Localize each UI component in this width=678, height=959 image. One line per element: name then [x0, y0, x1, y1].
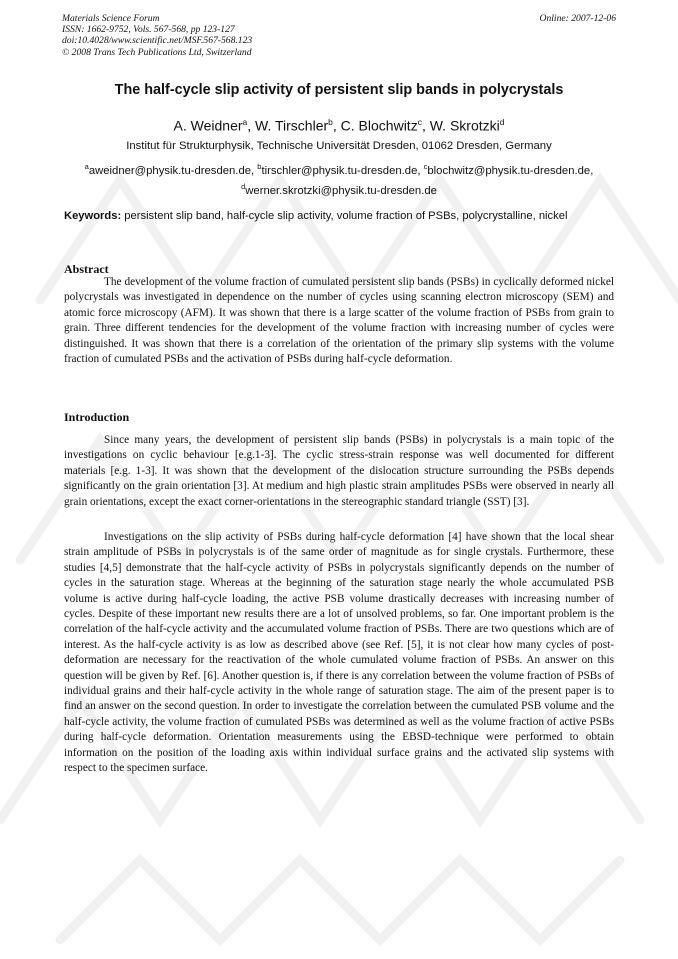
email-mark: a	[84, 162, 89, 171]
author-sep: ,	[421, 117, 430, 134]
abstract-heading: Abstract	[64, 262, 109, 276]
intro-paragraph: Since many years, the development of persistent slip bands (PSBs) in polycrystals is a main topic of the investigations on cyclic behaviour [e.g.1-3]. The cyclic stress-strain response was well documented for different materials [e.g. 1-3]. It was shown that the development of the dislocation structure surrounding the PSBs depends significantly on the grain orientation [3]. At medium and high plastic strain amplitudes PSBs were observed in nearly all grain orientations, except the exact corner-orientations in the stereographic standard triangle (SST) [3].	[64, 434, 614, 508]
author-name: W. Skrotzki	[429, 117, 500, 134]
author-mark: b	[328, 117, 333, 127]
introduction-heading: Introduction	[64, 410, 130, 424]
email-mark: d	[241, 181, 246, 191]
journal-name: Materials Science Forum	[62, 13, 160, 24]
intro-paragraph: Investigations on the slip activity of PSBs during half-cycle deformation [4] have shown that the local shear strain amplitude of PSBs in polycrystals is of the same order of magnitude as for single crystals. Furthermore, these studies [4,5] demonstrate that the half-cycle activity of PSBs in polycrystals significantly depends on the number of cycles in the saturation stage. Whereas at the beginning of the saturation stage nearly the whole accumulated PSB volume is active during half-cycle loading, the active PSB volume drastically decreases with increasing number of cycles. Despite of these important new results there are a lot of unsolved problems, so far. One important problem is the correlation of the half-cycle activity and the accumulated volume fraction of PSBs. There are two questions which are of interest. As the half-cycle activity is as low as described above (see Ref. [5], it is not clear how many cycles of post-deformation are necessary for the reactivation of the whole cumulated volume fraction of PSBs. An answer on this question will be given by Ref. [6]. Another question is, if there is any correlation between the volume fraction of PSBs of individual grains and their half-cycle activity in the whole range of saturation stage. The aim of the present paper is to find an answer on the second question. In order to investigate the correlation between the cumulated PSB volume and the half-cycle activity, the volume fraction of cumulated PSBs was determined as well as the volume fraction of active PSBs during half-cycle deformation. Orientation measurements using the EBSD-technique were performed to obtain information on the position of the loading axis within individual surface grains and the activated slip systems with respect to the specimen surface.	[64, 531, 614, 775]
journal-header	[62, 13, 252, 58]
author-sep: ,	[247, 117, 256, 134]
affiliation: Institut für Strukturphysik, Technische Universität Dresden, 01062 Dresden, Germany	[126, 140, 552, 152]
author-name: W. Tirschler	[255, 117, 329, 134]
email-link[interactable]: werner.skrotzki@physik.tu-dresden.de	[245, 184, 437, 197]
email-link[interactable]: tirschler@physik.tu-dresden.de,	[261, 164, 424, 177]
author-sep: ,	[332, 117, 341, 134]
email-link[interactable]: blochwitz@physik.tu-dresden.de,	[427, 164, 594, 177]
email-mark: c	[423, 162, 428, 171]
author-mark: a	[242, 117, 248, 127]
online-date: Online: 2007-12-06	[539, 13, 616, 24]
author-name: A. Weidner	[173, 117, 243, 134]
abstract-text: The development of the volume fraction of cumulated persistent slip bands (PSBs) in cyclically deformed nickel polycrystals was investigated in dependence on the number of cycles using scanning electron microscopy (SEM) and atomic force microscopy (AFM). It was shown that there is a large scatter of the volume fraction of PSBs from grain to grain. Three different tendencies for the development of the volume fraction with increasing number of cycles were distinguished. It was shown that there is a correlation of the orientation of the primary slip systems with the volume fraction of cumulated PSBs and the activation of PSBs during half-cycle deformation.	[64, 276, 614, 366]
paper-title: The half-cycle slip activity of persistent slip bands in polycrystals	[114, 82, 564, 98]
author-mark: c	[417, 117, 422, 127]
email-link[interactable]: aweidner@physik.tu-dresden.de,	[88, 164, 258, 177]
keywords-text: persistent slip band, half-cycle slip activity, volume fraction of PSBs, polycrystalline, nickel	[121, 210, 568, 222]
keywords	[64, 210, 614, 224]
doi-line: doi:10.4028/www.scientific.net/MSF.567-568.123	[62, 35, 253, 47]
author-name: C. Blochwitz	[340, 117, 418, 134]
copyright-line: © 2008 Trans Tech Publications Ltd, Switzerland	[62, 46, 252, 58]
author-mark: d	[499, 117, 505, 127]
author-emails	[70, 159, 608, 199]
author-list	[40, 113, 638, 135]
issn-line: ISSN: 1662-9752, Vols. 567-568, pp 123-127	[62, 24, 235, 36]
email-mark: b	[257, 162, 262, 171]
keywords-label: Keywords:	[64, 210, 122, 222]
